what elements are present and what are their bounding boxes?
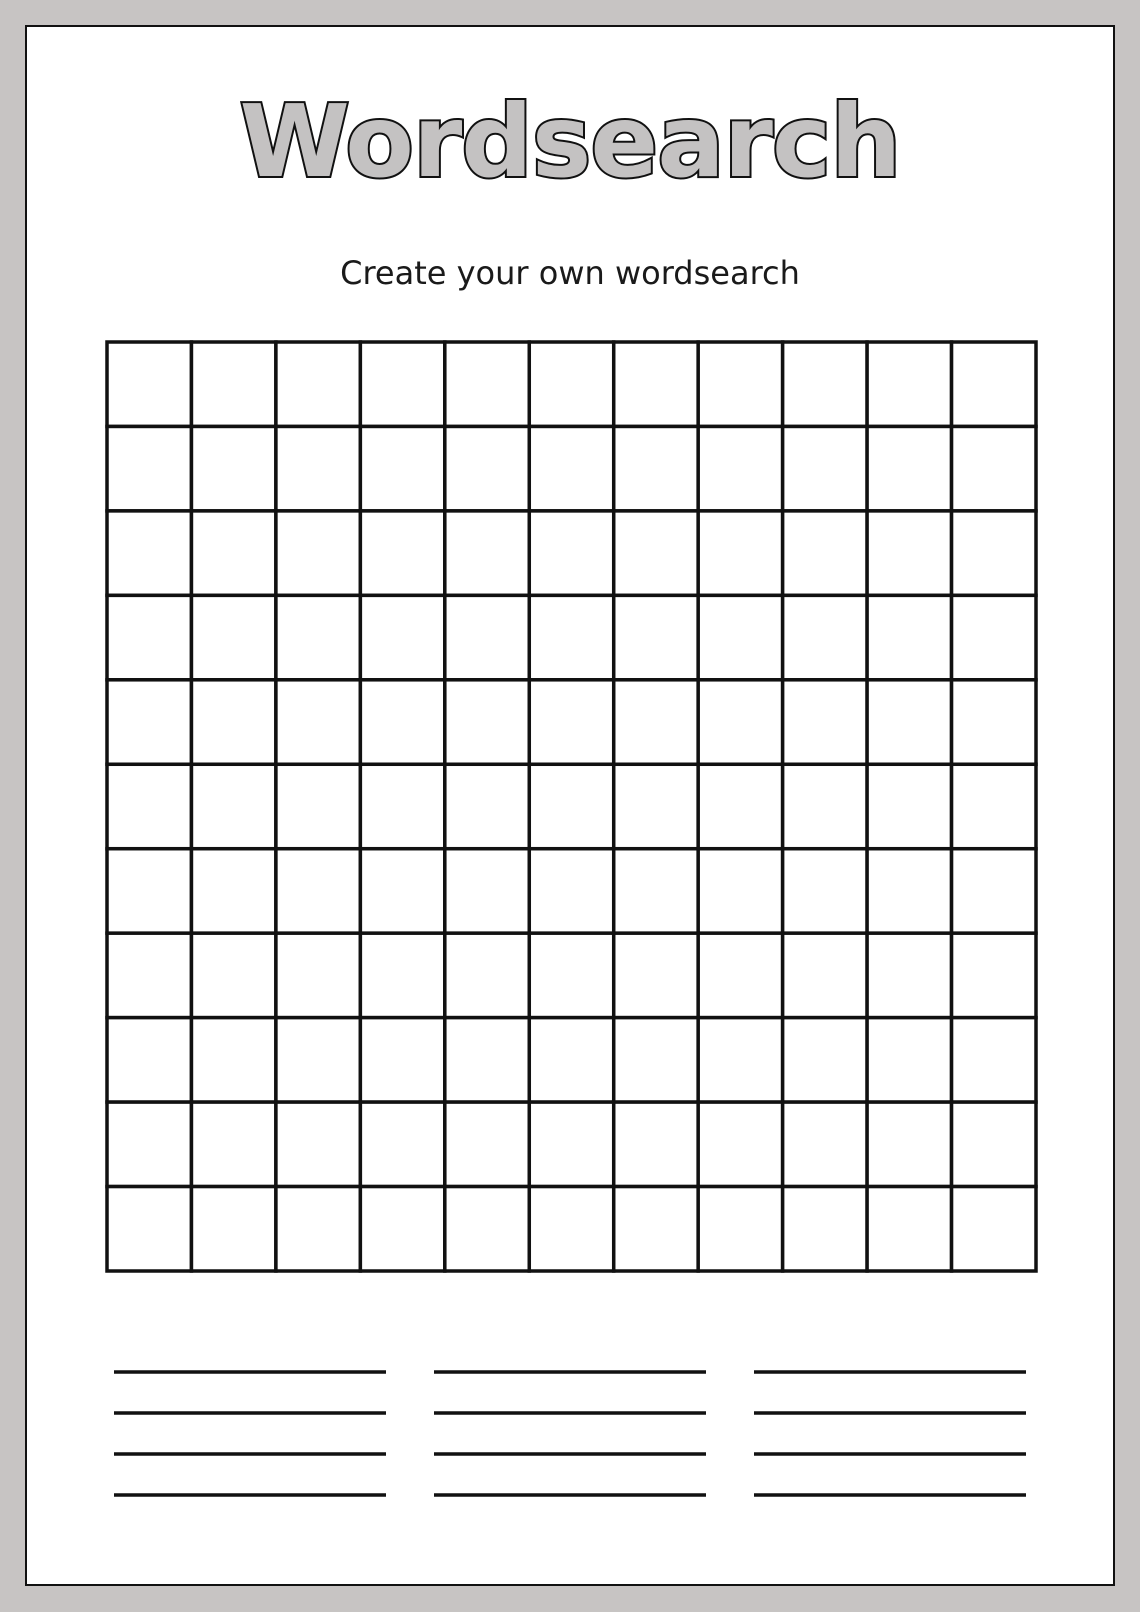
page-title: Wordsearch xyxy=(239,83,901,200)
worksheet-page xyxy=(25,25,1115,1586)
page-subtitle: Create your own wordsearch xyxy=(340,254,800,292)
word-list-lines xyxy=(27,27,1117,1588)
